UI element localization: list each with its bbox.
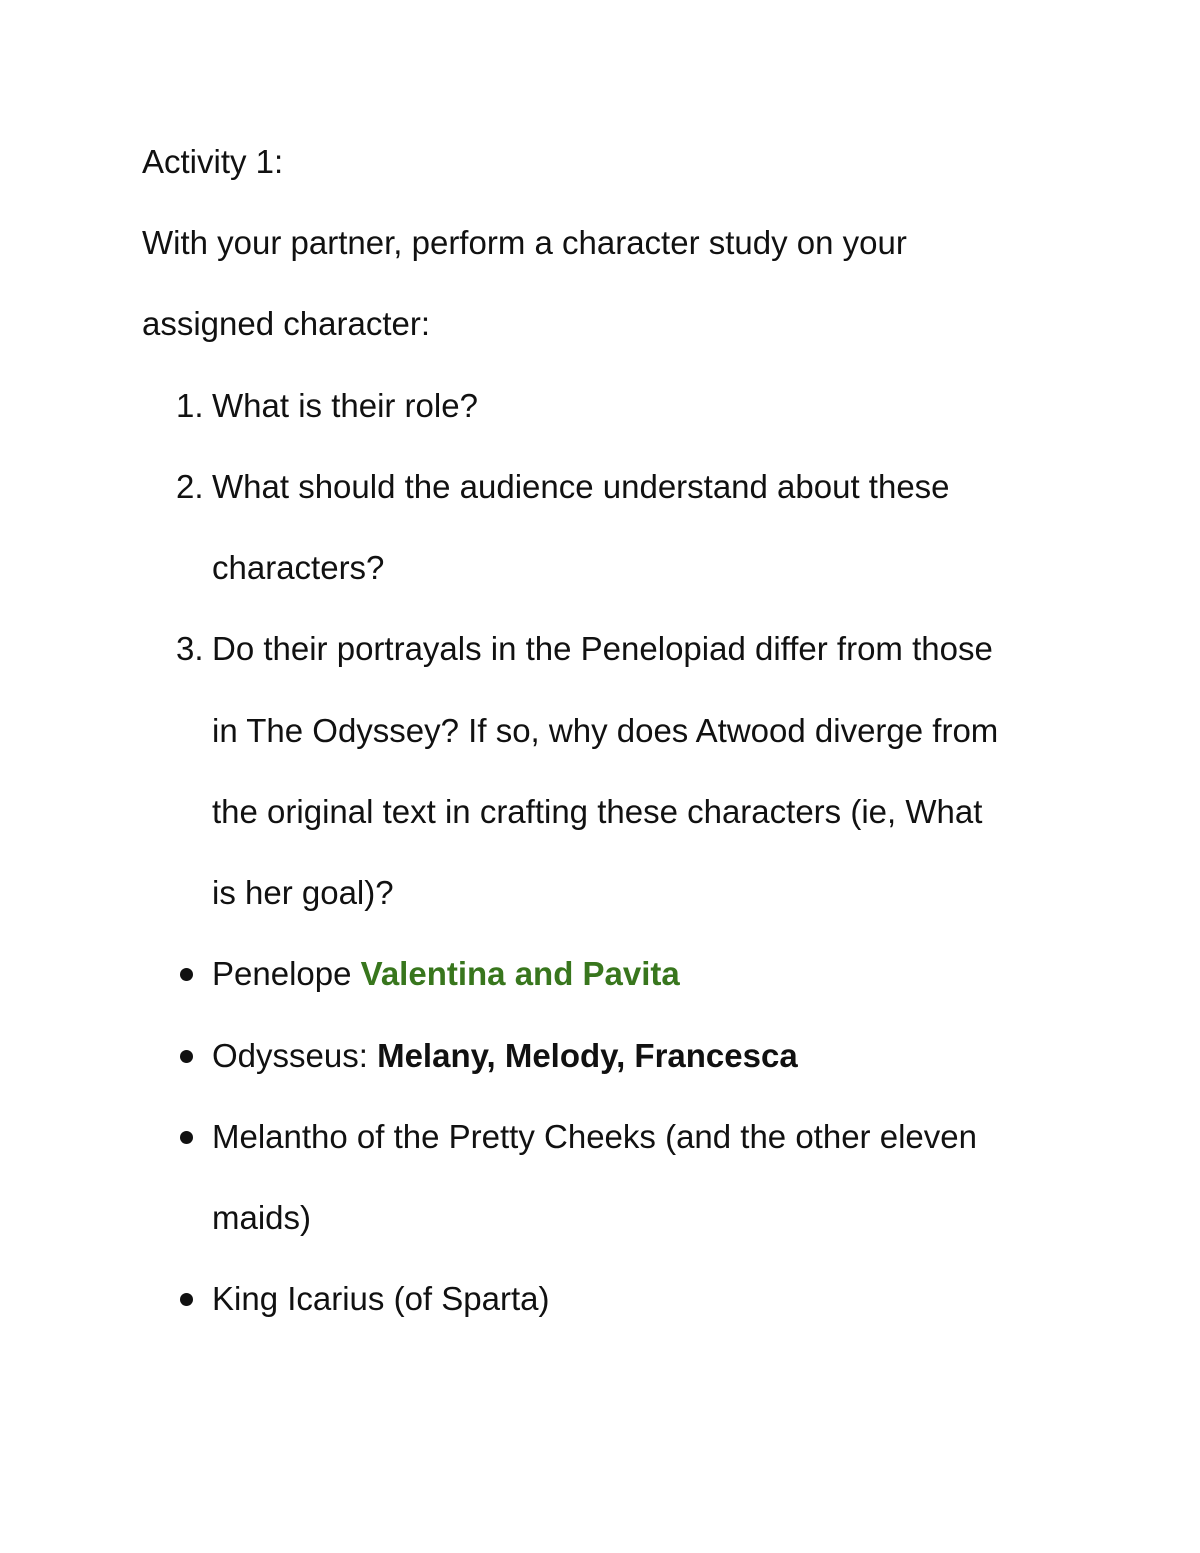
activity-title: Activity 1: [142, 143, 284, 180]
character-name: Odysseus: [212, 1037, 378, 1074]
character-name: Penelope [212, 955, 361, 992]
intro-line-2: assigned character: [142, 305, 430, 342]
question-2-line-2: characters? [212, 549, 385, 586]
bullet-icon [180, 1050, 193, 1063]
character-item-penelope [212, 954, 680, 994]
character-item-icarius: King Icarius (of Sparta) [212, 1280, 550, 1317]
question-3-line-2: in The Odyssey? If so, why does Atwood diverge from [212, 712, 999, 749]
character-assignees: Melany, Melody, Francesca [377, 1037, 798, 1074]
bullet-icon [180, 968, 193, 981]
question-1-text: What is their role? [212, 387, 478, 424]
question-2-line-1: What should the audience understand about these [212, 468, 950, 505]
bullet-icon [180, 1293, 193, 1306]
character-item-odysseus [212, 1036, 798, 1076]
character-assignees: Valentina and Pavita [360, 955, 680, 992]
question-3-line-1: Do their portrayals in the Penelopiad differ from those [212, 630, 993, 667]
question-number: 1. [176, 387, 204, 424]
question-3-line-4: is her goal)? [212, 874, 394, 911]
bullet-icon [180, 1131, 193, 1144]
question-number: 2. [176, 468, 204, 505]
character-item-melantho-line-1: Melantho of the Pretty Cheeks (and the other eleven [212, 1118, 977, 1155]
question-3-line-3: the original text in crafting these characters (ie, What [212, 793, 983, 830]
question-number: 3. [176, 630, 204, 667]
intro-line-1: With your partner, perform a character study on your [142, 224, 907, 261]
character-item-melantho-line-2: maids) [212, 1199, 312, 1236]
